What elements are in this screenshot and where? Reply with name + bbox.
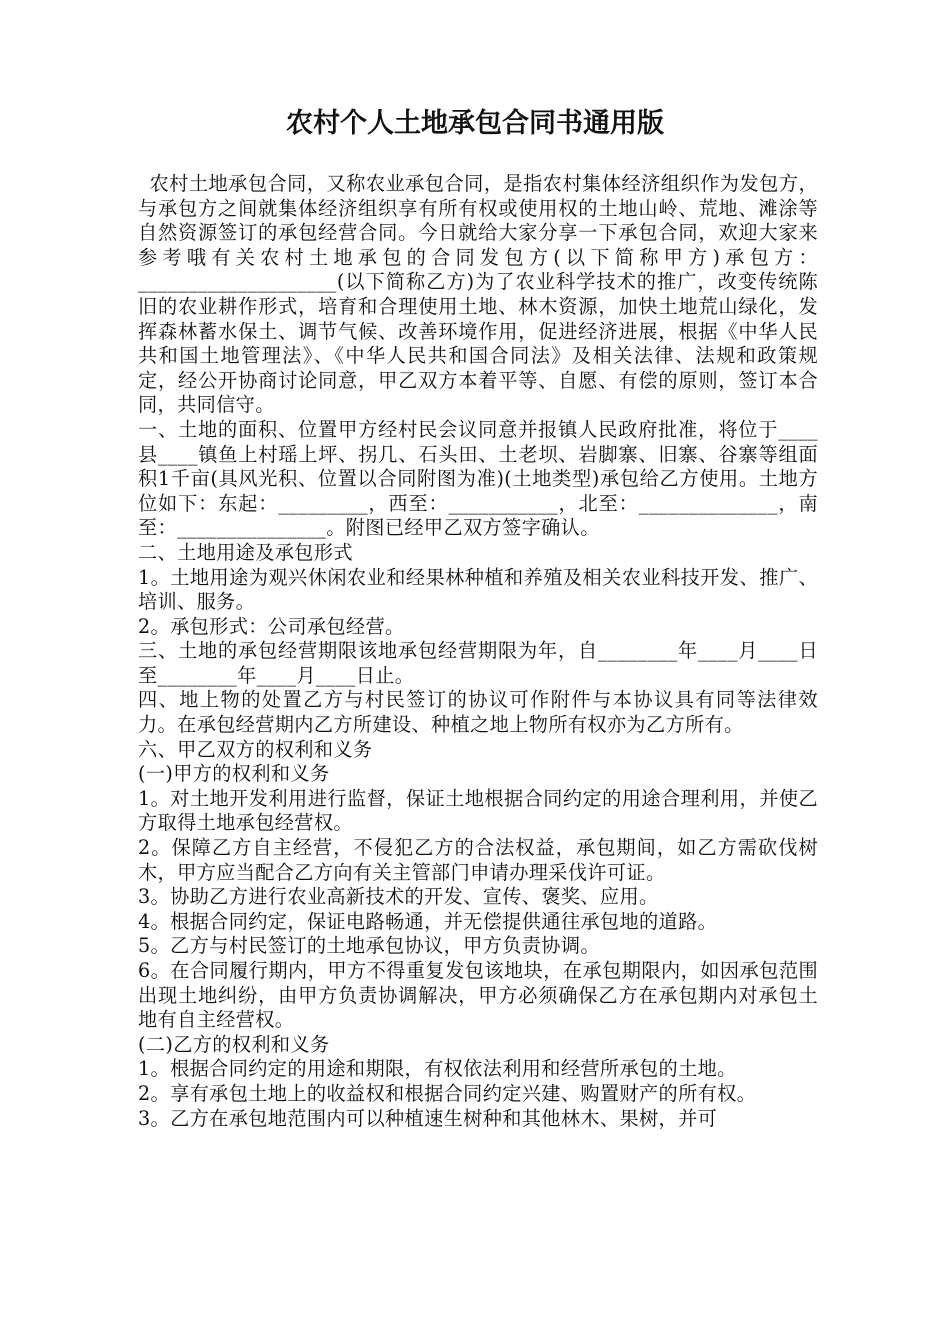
section-1-land-area-location: 一、土地的面积、位置甲方经村民会议同意并报镇人民政府批准，将位于____县____镇鱼上村瑶上坪、拐几、石头田、土老坝、岩脚寨、旧寨、谷寨等组面积1千亩(具风光积、位置以合同附图为准)(土地类型)承包给乙方使用。土地方位如下：东起：_________，西至：___________，北至：______________，南至：_______________。附图已经甲乙双方签字确认。 [138,417,818,540]
section-2-item-1: 1。土地用途为观兴休闲农业和经果林种植和养殖及相关农业科技开发、推广、培训、服务。 [138,565,818,614]
intro-paragraph: 农村土地承包合同，又称农业承包合同，是指农村集体经济组织作为发包方，与承包方之间就集体经济组织享有所有权或使用权的土地山岭、荒地、滩涂等自然资源签订的承包经营合同。今日就给大家分享一下承包合同，欢迎大家来参考哦有关农村土地承包的合同发包方(以下简称甲方)承包方：____________________(以下简称乙方)为了农业科学技术的推广，改变传统陈旧的农业耕作形式，培育和合理使用土地、林木资源，加快土地荒山绿化，发挥森林蓄水保土、调节气候、改善环境作用，促进经济进展，根据《中华人民共和国土地管理法》、《中华人民共和国合同法》及相关法律、法规和政策规定，经公开协商讨论同意，甲乙双方本着平等、自愿、有偿的原则，签订本合同，共同信守。 [138,172,818,417]
party-b-item-3: 3。乙方在承包地范围内可以种植速生树种和其他林木、果树，并可 [138,1106,718,1130]
party-b-heading: (二)乙方的权利和义务 [138,1032,330,1056]
party-a-item-4: 4。根据合同约定，保证电路畅通，并无偿提供通往承包地的道路。 [138,909,718,933]
section-2-item-2: 2。承包形式：公司承包经营。 [138,614,405,638]
document-body [138,172,818,1131]
section-2-heading: 二、土地用途及承包形式 [138,540,353,564]
party-a-item-3: 3。协助乙方进行农业高新技术的开发、宣传、褒奖、应用。 [138,885,659,909]
section-4-ground-property: 四、地上物的处置乙方与村民签订的协议可作附件与本协议具有同等法律效力。在承包经营期内乙方所建设、种植之地上物所有权亦为乙方所有。 [138,688,818,737]
section-3-term: 三、土地的承包经营期限该地承包经营期限为年，自________年____月____日至________年____月____日止。 [138,639,818,687]
party-a-item-5: 5。乙方与村民签订的土地承包协议，甲方负责协调。 [138,934,600,958]
party-a-item-1: 1。对土地开发利用进行监督，保证土地根据合同约定的用途合理利用，并使乙方取得土地承包经营权。 [138,786,818,835]
party-a-heading: (一)甲方的权利和义务 [138,762,330,786]
party-a-item-2: 2。保障乙方自主经营，不侵犯乙方的合法权益，承包期间，如乙方需砍伐树木，甲方应当配合乙方向有关主管部门申请办理采伐许可证。 [138,836,818,884]
party-b-item-1: 1。根据合同约定的用途和期限，有权依法利用和经营所承包的土地。 [138,1057,737,1081]
party-b-item-2: 2。享有承包土地上的收益权和根据合同约定兴建、购置财产的所有权。 [138,1081,757,1105]
party-a-item-6: 6。在合同履行期内，甲方不得重复发包该地块，在承包期限内，如因承包范围出现土地纠纷，由甲方负责协调解决，甲方必须确保乙方在承包期内对承包土地有自主经营权。 [138,959,818,1032]
section-6-heading: 六、甲乙双方的权利和义务 [138,737,373,761]
document-title: 农村个人土地承包合同书通用版 [286,108,664,139]
